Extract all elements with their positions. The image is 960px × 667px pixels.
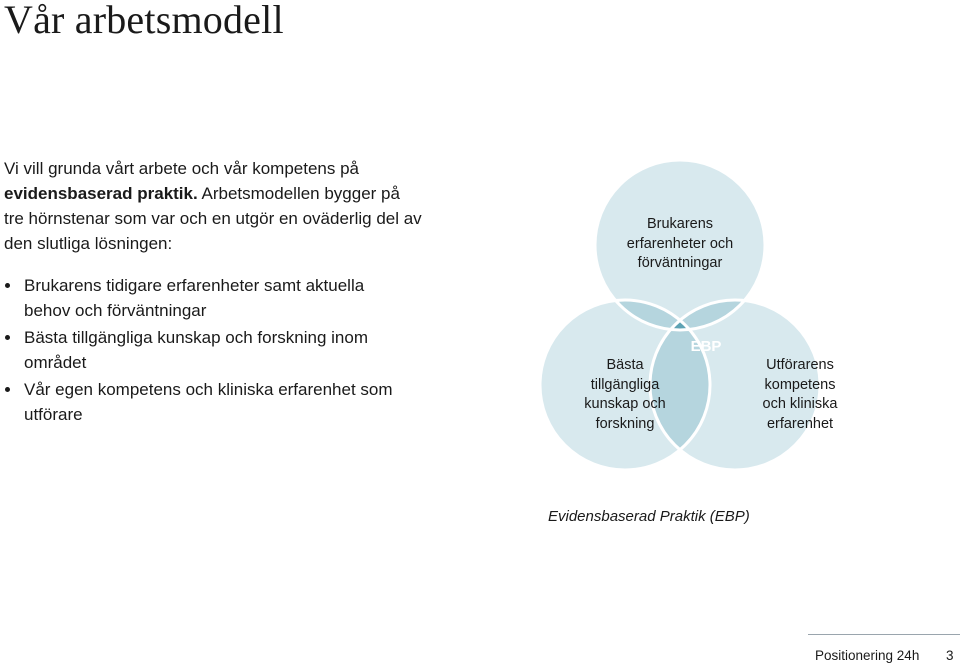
- page-number: 3: [946, 648, 954, 663]
- footer-label: Positionering 24h: [815, 648, 920, 663]
- left-label-line: forskning: [595, 415, 655, 432]
- right-circle-label: [735, 356, 865, 434]
- right-label-line: erfarenhet: [766, 415, 834, 432]
- center-label: EBP: [690, 338, 722, 355]
- bullet-item: Vår egen kompetens och kliniska erfarenhet som utförare: [4, 377, 404, 427]
- left-label-line: tillgängliga: [590, 376, 660, 393]
- intro-text-part2: Arbetsmodellen bygger på tre hörnstenar som var och en utgör en oväderlig del av den slutliga lösningen:: [4, 184, 422, 253]
- top-label-line: förväntningar: [637, 255, 723, 271]
- left-circle-label: [565, 356, 685, 434]
- top-label-line: erfarenheter och: [626, 235, 734, 252]
- right-label-line: Utförarens: [766, 357, 834, 373]
- diagram-caption: Evidensbaserad Praktik (EBP): [548, 508, 750, 525]
- footer-divider: [808, 634, 960, 635]
- top-circle-label: [610, 215, 750, 274]
- intro-paragraph: [4, 156, 424, 256]
- venn-diagram: [540, 160, 838, 480]
- left-label-line: kunskap och: [584, 396, 666, 412]
- bullet-item: Brukarens tidigare erfarenheter samt aktuella behov och förväntningar: [4, 273, 404, 323]
- bullet-list: [4, 273, 404, 429]
- bullet-item: Bästa tillgängliga kunskap och forskning inom området: [4, 325, 404, 375]
- page-title: Vår arbetsmodell: [4, 0, 284, 42]
- right-label-line: och kliniska: [762, 396, 838, 412]
- intro-text-part1: Vi vill grunda vårt arbete och vår kompetens på: [4, 159, 359, 178]
- intro-text-bold: evidensbaserad praktik.: [4, 184, 198, 203]
- left-label-line: Bästa: [606, 357, 644, 373]
- right-label-line: kompetens: [764, 376, 836, 393]
- top-label-line: Brukarens: [646, 216, 714, 232]
